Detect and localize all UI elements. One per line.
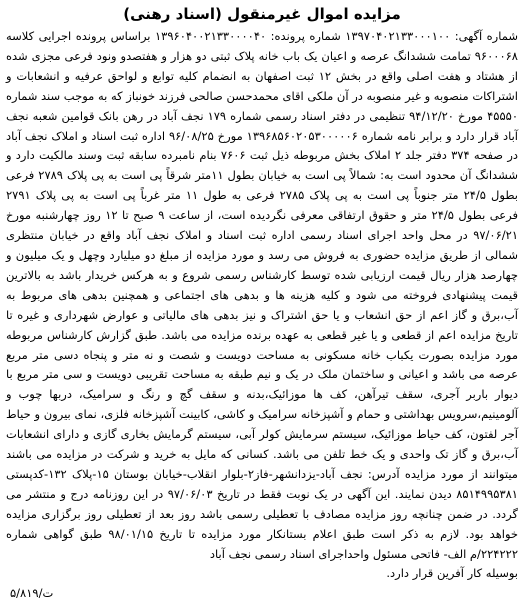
- notice-title: مزایده اموال غیرمنقول (اسناد رهنی): [123, 5, 401, 23]
- notice-reference: ۵/۸۱۹/ت: [10, 586, 54, 601]
- notice-signature: بوسیله کار آفرین قرار دارد.: [386, 566, 518, 581]
- notice-body: شماره آگهی: ۱۳۹۷۰۴۰۲۱۳۳۰۰۰۱۰۰ شماره پرونده: ۱۳۹۶۰۴۰۰۲۱۳۳۰۰۰۰۴۰ براساس پرونده اجرایی کلاسه ۹۶۰۰۰۶۸ تمامت ششدانگ عرصه و اعیان یک باب خانه پلاک ثبتی دو هزار و هفتصدو ونود فرعی مجزی شده از هشتاد و هفت اصلی واقع در بخش ۱۲ ثبت اصفهان به انضمام کلیه توابع و لواحق عرفیه و انشعابات و اشتراکات منصوبه و غیر منصوبه در آن ملکی اقای محمدحسن صالحی فرزند خونباز که به موجب سند شماره ۴۵۵۵۰ مورخ ۹۴/۱۲/۲۰ تنظیمی در دفتر اسناد رسمی شماره ۱۷۹ نجف آباد در رهن بانک قوامین شعبه نجف آباد قرار دارد و برابر نامه شماره ۱۳۹۶۸۵۶۰۲۰۵۳۰۰۰۰۰۶ مورخ ۹۶/۰۸/۲۵ اداره ثبت اسناد و املاک نجف آباد در صفحه ۳۷۴ دفتر جلد ۲ املاک بخش مربوطه ذیل ثبت ۷۶۰۶ بنام نامبرده سابقه ثبت وسند مالکیت دارد و ششدانگ آن محدود است به: شمالاً پی است به خیابان بطول ۱۱متر شرقاً پی است به پی پلاک ۲۷۸۹ فرعی بطول ۲۴/۵ متر جنوباً پی است به پی پلاک ۲۷۸۵ فرعی به طول ۱۱ متر غرباً پی است به پی پلاک ۲۷۹۱ فرعی بطول ۲۴/۵ متر و حقوق ارتفاقی معرفی نگردیده است، از ساعت ۹ صبح تا ۱۲ روز چهارشنبه مورخ ۹۷/۰۶/۲۱ در محل واحد اجرای اسناد رسمی اداره ثبت اسناد و املاک نجف آباد واقع در خیابان منتظری شمالی از طریق مزایده حضوری به فروش می رسد و مورد مزایده از مبلغ دو میلیارد وچهل و یک میلیون و چهارصد هزار ریال قیمت ارزیابی شده توسط کارشناس رسمی شروع و به هرکس خریدار باشد به بالاترین قیمت پیشنهادی فروخته می شود و کلیه هزینه ها و بدهی های اجتماعی و همچنین بدهی های مربوط به آب،برق و گاز اعم از حق انشعاب و یا حق اشتراک و نیز بدهی های مالیاتی و عوارض شهرداری و غیره تا تاریخ مزایده اعم از قطعی و یا غیر قطعی به عهده برنده مزایده می باشد. طبق گزارش کارشناس مربوطه مورد مزایده بصورت یکباب خانه مسکونی به مساحت دویست و شصت و نه متر و پنجاه دسی متر مربع عرصه می باشد و اعیانی و ساختمان ملک در یک و نیم طبقه به مساحت تقریبی دویست و سی متر مربع با دیوار باربر آجری، سقف تیرآهن، کف ها موزائیک،بدنه و سقف گچ و رنگ و سرامیک، دربها چوب و آلومینیم،سرویس بهداشتی و حمام و آشپزخانه سرامیک و کاشی، کابینت آشپزخانه فلزی، نمای بیرون و حیاط آجر لفتون، کف حیاط موزائیک، سیستم سرمایش کولر آبی، سیستم گرمایش بخاری گازی و دارای انشعابات آب،برق و گاز تک واحدی و یک خط تلفن می باشد. کسانی که مایل به خرید و شرکت در مزایده می باشند میتوانند از مورد مزایده آدرس: نجف آباد-یزدانشهر-فاز۲-بلوار انقلاب-خیابان بوستان ۱۵-پلاک ۱۳۲-کدپستی ۸۵۱۴۹۹۵۳۸۱ دیدن نمایند. این آگهی در یک نوبت فقط در تاریخ ۹۷/۰۶/۰۳ در این روزنامه درج و منتشر می گردد. در ضمن چنانچه روز مزایده مصادف با تعطیلی رسمی باشد روز بعد از تعطیلی روز برگزاری مزایده خواهد بود. لازم به ذکر است طبق اعلام بستانکار مورد مزایده تا تاریخ ۹۸/۰۱/۱۵ طبق گواهی شماره ۲۲۴۲۲۲/م الف- فاتحی مسئول واحداجرای اسناد رسمی نجف آباد: [5, 29, 519, 561]
